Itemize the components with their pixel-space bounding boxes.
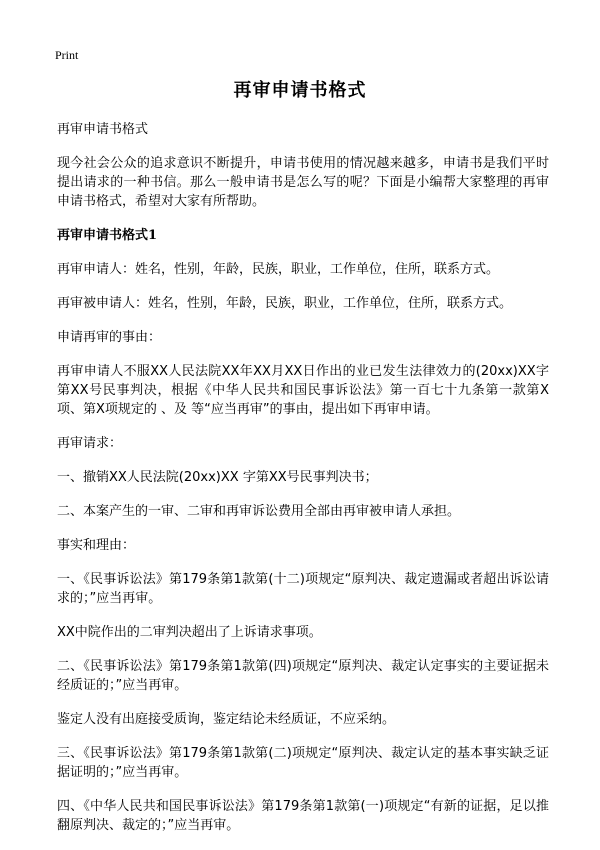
paragraph-requests-label: 再审请求： [57, 436, 123, 451]
paragraph-reason-1: 一、《民事诉讼法》第179条第1款第(十二)项规定“原判决、裁定遗漏或者超出诉讼请求的；”应当再审。 [57, 572, 549, 606]
paragraph-reason-2-detail: 鉴定人没有出庭接受质询，鉴定结论未经质证，不应采纳。 [57, 712, 396, 727]
paragraph-grounds-label: 申请再审的事由： [57, 330, 162, 345]
paragraph-applicant: 再审申请人：姓名，性别，年龄，民族，职业，工作单位，住所，联系方式。 [57, 262, 500, 277]
paragraph-reason-3: 三、《民事诉讼法》第179条第1款第(二)项规定“原判决、裁定认定的基本事实缺乏证据证明的；”应当再审。 [57, 746, 549, 780]
paragraph-reason-1-detail: XX中院作出的二审判决超出了上诉请求事项。 [57, 625, 322, 640]
paragraph-request-1: 一、撤销XX人民法院(20xx)XX 字第XX号民事判决书； [57, 470, 378, 485]
paragraph-reason-4: 四、《中华人民共和国民事诉讼法》第179条第1款第(一)项规定“有新的证据，足以推翻原判决、裁定的；”应当再审。 [57, 799, 549, 833]
paragraph-respondent: 再审被申请人：姓名，性别，年龄，民族，职业，工作单位，住所，联系方式。 [57, 296, 513, 311]
intro-paragraph: 现今社会公众的追求意识不断提升，申请书使用的情况越来越多，申请书是我们平时提出请求的一种书信。那么一般申请书是怎么写的呢？下面是小编帮大家整理的再审申请书格式，希望对大家有所帮助。 [57, 156, 549, 209]
paragraph-grounds: 再审申请人不服XX人民法院XX年XX月XX日作出的业已发生法律效力的(20xx)XX字第XX号民事判决，根据《中华人民共和国民事诉讼法》第一百七十九条第一款第X项、第X项规定的 、及 等“应当再审”的事由，提出如下再审申请。 [57, 364, 549, 417]
section-heading: 再审申请书格式1 [57, 228, 158, 243]
document-title: 再审申请书格式 [233, 80, 367, 101]
intro-label: 再审申请书格式 [57, 122, 149, 137]
document-body [57, 120, 549, 850]
paragraph-reason-2: 二、《民事诉讼法》第179条第1款第(四)项规定“原判决、裁定认定事实的主要证据未经质证的；”应当再审。 [57, 659, 549, 693]
print-label: Print [55, 48, 79, 62]
paragraph-facts-label: 事实和理由： [57, 538, 136, 553]
paragraph-request-2: 二、本案产生的一审、二审和再审诉讼费用全部由再审被申请人承担。 [57, 504, 461, 519]
